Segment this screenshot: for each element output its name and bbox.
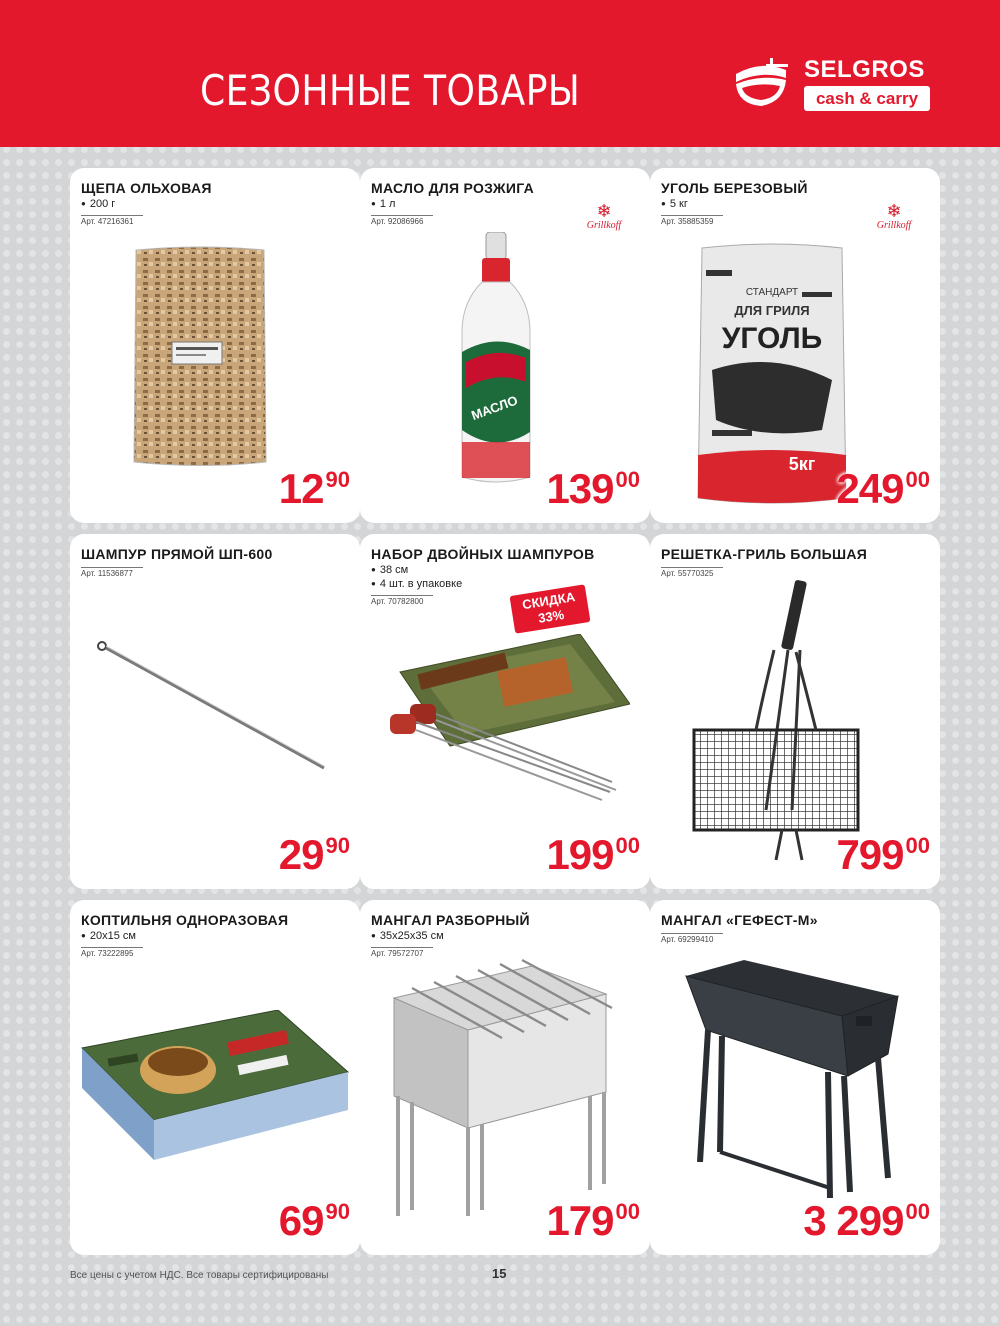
price-main: 139	[546, 465, 614, 512]
selgros-logo[interactable]	[730, 56, 935, 112]
product-price	[546, 465, 640, 513]
product-detail: ● 38 см	[371, 563, 640, 577]
wood-chips-bag-image	[130, 244, 270, 469]
price-main: 29	[278, 831, 324, 878]
product-price	[279, 831, 350, 879]
price-main: 12	[278, 465, 324, 512]
product-card-double-skewers[interactable]	[360, 534, 650, 889]
brand-logo	[580, 202, 628, 244]
product-price	[546, 831, 640, 879]
price-main: 199	[546, 831, 614, 878]
product-card-lighter-fluid[interactable]	[360, 168, 650, 523]
product-article: Арт. 55770325	[661, 567, 723, 578]
product-details	[661, 929, 930, 947]
product-detail: ● 5 кг	[661, 197, 930, 211]
product-price	[279, 1197, 350, 1245]
product-card-birch-charcoal[interactable]	[650, 168, 940, 523]
lighter-fluid-bottle-image	[456, 232, 536, 487]
discount-label: СКИДКА	[521, 589, 577, 613]
brand-logo	[870, 202, 918, 244]
package-text: 5кг	[788, 454, 816, 474]
product-name: МАНГАЛ РАЗБОРНЫЙ	[371, 912, 530, 928]
snowflake-icon: ❄	[596, 201, 612, 221]
skewer-image	[92, 634, 332, 774]
price-cents: 00	[615, 833, 640, 858]
product-details	[81, 929, 350, 961]
product-name: МАСЛО ДЛЯ РОЗЖИГА	[371, 180, 534, 196]
product-card-alder-chips[interactable]	[70, 168, 360, 523]
product-name: НАБОР ДВОЙНЫХ ШАМПУРОВ	[371, 546, 595, 562]
price-cents: 90	[325, 467, 350, 492]
product-name: РЕШЕТКА-ГРИЛЬ БОЛЬШАЯ	[661, 546, 868, 562]
product-article: Арт. 73222895	[81, 947, 143, 958]
folding-brazier-image	[382, 958, 622, 1218]
product-detail: ● 200 г	[81, 197, 350, 211]
product-article: Арт. 69299410	[661, 933, 723, 944]
price-cents: 00	[615, 467, 640, 492]
product-card-grill-grate[interactable]	[650, 534, 940, 889]
product-details	[661, 563, 930, 581]
discount-value: 33%	[537, 606, 566, 626]
grill-grate-image	[686, 580, 866, 870]
product-price	[836, 831, 930, 879]
product-article: Арт. 92086966	[371, 215, 433, 226]
product-article: Арт. 70782800	[371, 595, 433, 606]
footer-note: Все цены с учетом НДС. Все товары сертифицированы	[70, 1270, 329, 1281]
page-title: СЕЗОННЫЕ ТОВАРЫ	[200, 66, 581, 115]
product-detail: ● 4 шт. в упаковке	[371, 577, 640, 591]
product-price	[803, 1197, 930, 1245]
skewer-set-image	[380, 634, 630, 804]
price-cents: 00	[905, 833, 930, 858]
product-card-gefest-brazier[interactable]	[650, 900, 940, 1255]
product-details	[81, 197, 350, 229]
logo-name: SELGROS	[804, 56, 925, 83]
product-price	[836, 465, 930, 513]
price-cents: 00	[905, 467, 930, 492]
page-number: 15	[492, 1266, 507, 1281]
price-cents: 00	[615, 1199, 640, 1224]
product-price	[546, 1197, 640, 1245]
brand-name: Grillkoff	[876, 220, 912, 231]
product-article: Арт. 35885359	[661, 215, 723, 226]
price-cents: 90	[325, 1199, 350, 1224]
product-name: МАНГАЛ «ГЕФЕСТ-М»	[661, 912, 818, 928]
product-details	[81, 563, 350, 581]
logo-subtitle: cash & carry	[804, 86, 930, 111]
product-details	[371, 929, 640, 961]
product-name: УГОЛЬ БЕРЕЗОВЫЙ	[661, 180, 808, 196]
charcoal-bag-image	[692, 240, 852, 510]
price-main: 3 299	[803, 1197, 904, 1244]
gefest-brazier-image	[678, 956, 908, 1206]
price-cents: 00	[905, 1199, 930, 1224]
package-text: СТАНДАРТ	[745, 287, 799, 298]
selgros-logo-icon	[730, 56, 792, 112]
svg-text:МАСЛО: МАСЛО	[469, 392, 520, 424]
product-card-folding-brazier[interactable]	[360, 900, 650, 1255]
product-name: ЩЕПА ОЛЬХОВАЯ	[81, 180, 212, 196]
package-text: ДЛЯ ГРИЛЯ	[734, 303, 810, 318]
price-main: 799	[836, 831, 904, 878]
product-detail: ● 1 л	[371, 197, 640, 211]
header-banner	[0, 0, 1000, 147]
price-main: 249	[836, 465, 904, 512]
product-article: Арт. 11536877	[81, 567, 143, 578]
product-detail: ● 20х15 см	[81, 929, 350, 943]
package-text: УГОЛЬ	[721, 322, 823, 355]
product-article: Арт. 47216361	[81, 215, 143, 226]
product-article: Арт. 79572707	[371, 947, 433, 958]
product-name: ШАМПУР ПРЯМОЙ ШП-600	[81, 546, 273, 562]
product-name: КОПТИЛЬНЯ ОДНОРАЗОВАЯ	[81, 912, 289, 928]
disposable-smoker-image	[78, 1010, 353, 1160]
snowflake-icon: ❄	[886, 201, 902, 221]
price-main: 69	[278, 1197, 324, 1244]
brand-name: Grillkoff	[586, 220, 622, 231]
price-main: 179	[546, 1197, 614, 1244]
product-card-disposable-smoker[interactable]	[70, 900, 360, 1255]
product-detail: ● 35х25х35 см	[371, 929, 640, 943]
product-details	[371, 563, 640, 609]
price-cents: 90	[325, 833, 350, 858]
product-price	[279, 465, 350, 513]
product-card-skewer[interactable]	[70, 534, 360, 889]
